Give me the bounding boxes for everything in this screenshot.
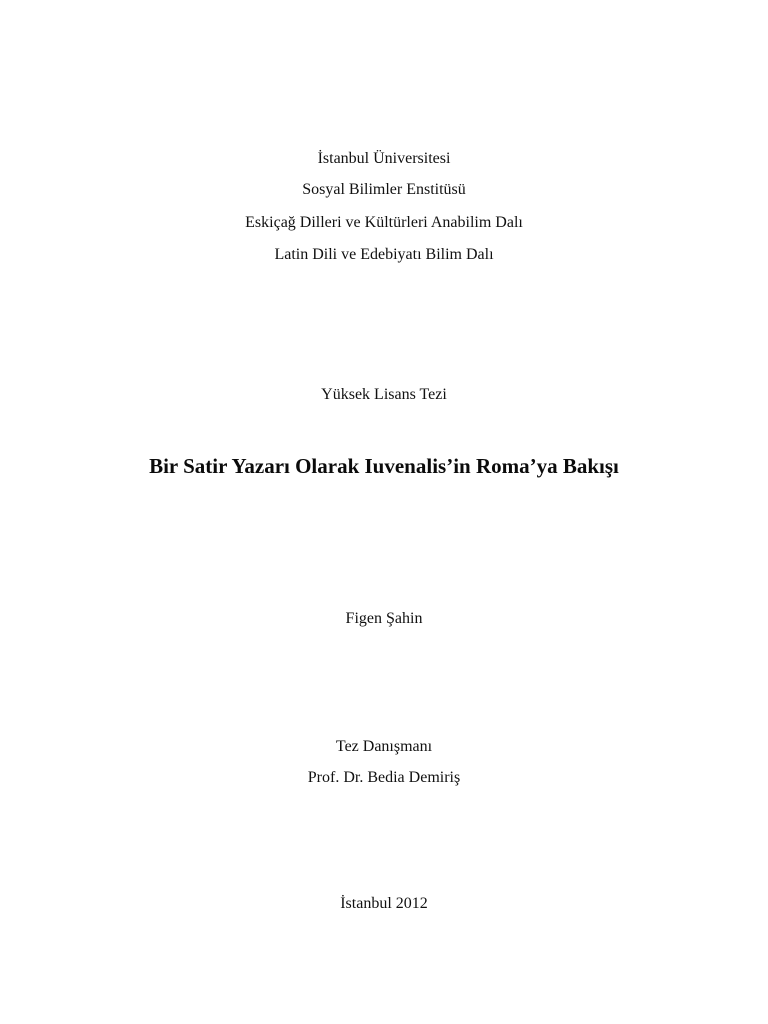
thesis-title: Bir Satir Yazarı Olarak Iuvenalis’in Roma’ya Bakışı — [149, 454, 619, 478]
place-year: İstanbul 2012 — [340, 895, 428, 912]
division-name: Latin Dili ve Edebiyatı Bilim Dalı — [274, 246, 494, 263]
author-name: Figen Şahin — [345, 610, 423, 627]
department-name: Eskiçağ Dilleri ve Kültürleri Anabilim Dalı — [245, 214, 523, 231]
university-name: İstanbul Üniversitesi — [317, 150, 451, 167]
institute-name: Sosyal Bilimler Enstitüsü — [302, 181, 466, 198]
advisor-name: Prof. Dr. Bedia Demiriş — [307, 769, 461, 786]
advisor-label: Tez Danışmanı — [335, 738, 433, 755]
thesis-type: Yüksek Lisans Tezi — [321, 386, 447, 403]
